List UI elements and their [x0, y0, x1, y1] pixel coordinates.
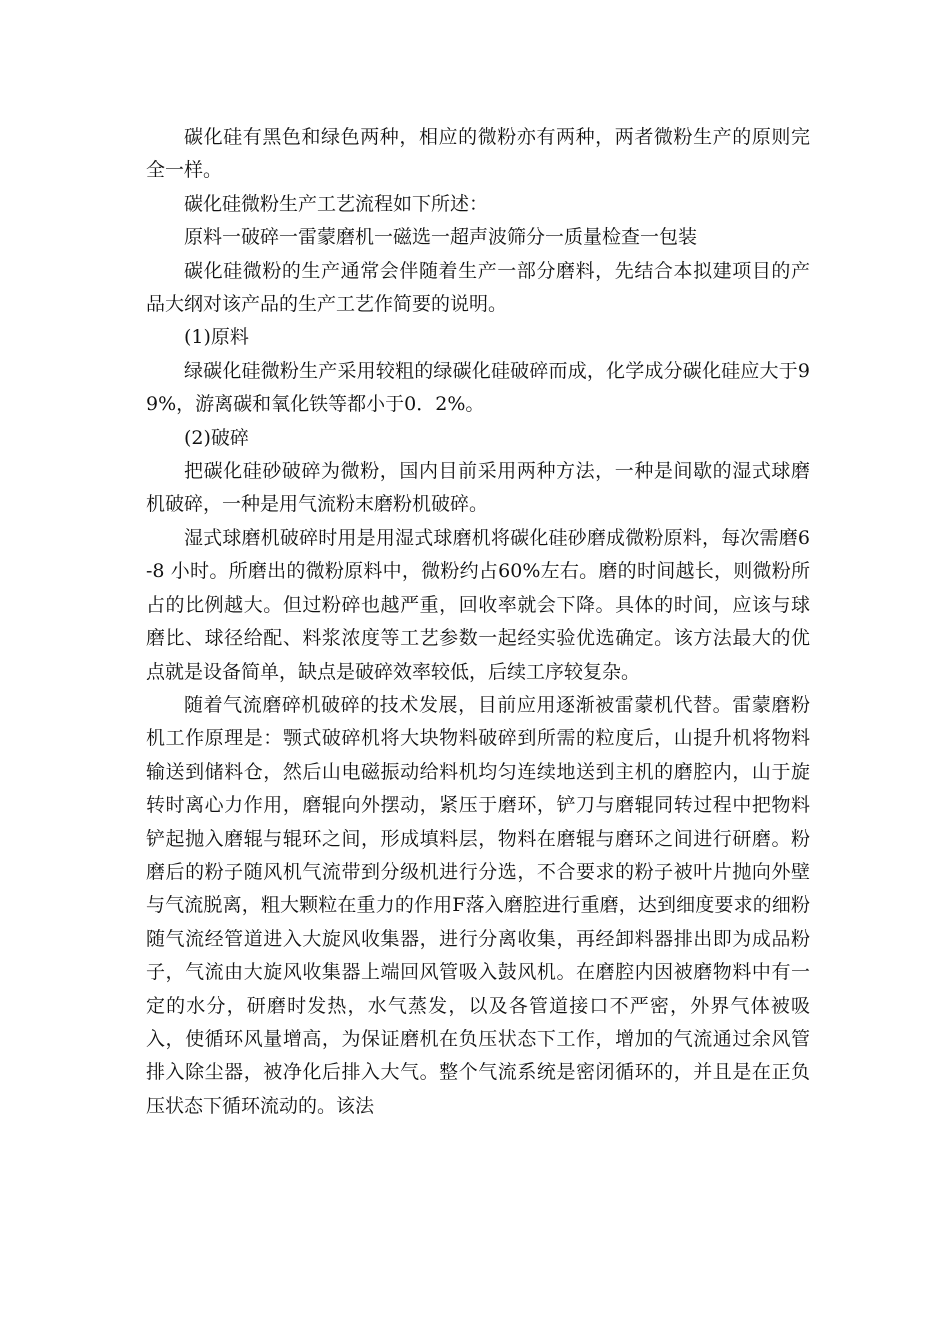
paragraph-process-flow: 原料一破碎一雷蒙磨机一磁选一超声波筛分一质量检查一包装: [184, 226, 698, 249]
paragraph-production-note: 碳化硅微粉的生产通常会伴随着生产一部分磨料，先结合本拟建项目的产品大纲对该产品的生产工艺作简要的说明。: [146, 259, 810, 316]
paragraph-silicon-carbide-types: 碳化硅有黑色和绿色两种，相应的微粉亦有两种，两者微粉生产的原则完全一样。: [146, 126, 810, 182]
section-heading-crushing: (2)破碎: [184, 426, 249, 449]
paragraph-raw-material: 绿碳化硅微粉生产采用较粗的绿碳化硅破碎而成，化学成分碳化硅应大于99%，游离碳和氧化铁等都小于0．2%。: [146, 359, 810, 416]
section-heading-raw-material: (1)原料: [184, 326, 249, 349]
paragraph-raymond-mill: 随着气流磨碎机破碎的技术发展，目前应用逐渐被雷蒙机代替。雷蒙磨粉机工作原理是：颚式破碎机将大块物料破碎到所需的粒度后，山提升机将物料输送到储料仓，然后山电磁振动给料机均匀连续地送到主机的磨腔内，山于旋转时离心力作用，磨辊向外摆动，紧压于磨环，铲刀与磨辊同转过程中把物料铲起抛入磨辊与辊环之间，形成填料层，物料在磨辊与磨环之间进行研磨。粉磨后的粉子随风机气流带到分级机进行分选，不合要求的粉子被叶片抛向外壁与气流脱离，粗大颗粒在重力的作用F落入磨腔进行重磨，达到细度要求的细粉随气流经管道进入大旋风收集器，进行分离收集，再经卸料器排出即为成品粉子，气流由大旋风收集器上端回风管吸入鼓风机。在磨腔内因被磨物料中有一定的水分，研磨时发热，水气蒸发，以及各管道接口不严密，外界气体被吸入，使循环风量增高，为保证磨机在负压状态下工作，增加的气流通过余风管排入除尘器，被净化后排入大气。整个气流系统是密闭循环的，并且是在正负压状态下循环流动的。该法: [146, 693, 810, 1117]
paragraph-crushing-methods: 把碳化硅砂破碎为微粉，国内目前采用两种方法，一种是间歇的湿式球磨机破碎，一种是用气流粉末磨粉机破碎。: [146, 460, 810, 516]
paragraph-process-intro: 碳化硅微粉生产工艺流程如下所述：: [184, 192, 489, 215]
document-body: [146, 121, 810, 1123]
paragraph-wet-ball-mill: 湿式球磨机破碎时用是用湿式球磨机将碳化硅砂磨成微粉原料，每次需磨6-8 小时。所磨出的微粉原料中，微粉约占60%左右。磨的时间越长，则微粉所占的比例越大。但过粉碎也越严重，回收率就会下降。具体的时间，应该与球磨比、球径给配、料浆浓度等工艺参数一起经实验优选确定。该方法最大的优点就是设备简单，缺点是破碎效率较低，后续工序较复杂。: [146, 526, 810, 683]
